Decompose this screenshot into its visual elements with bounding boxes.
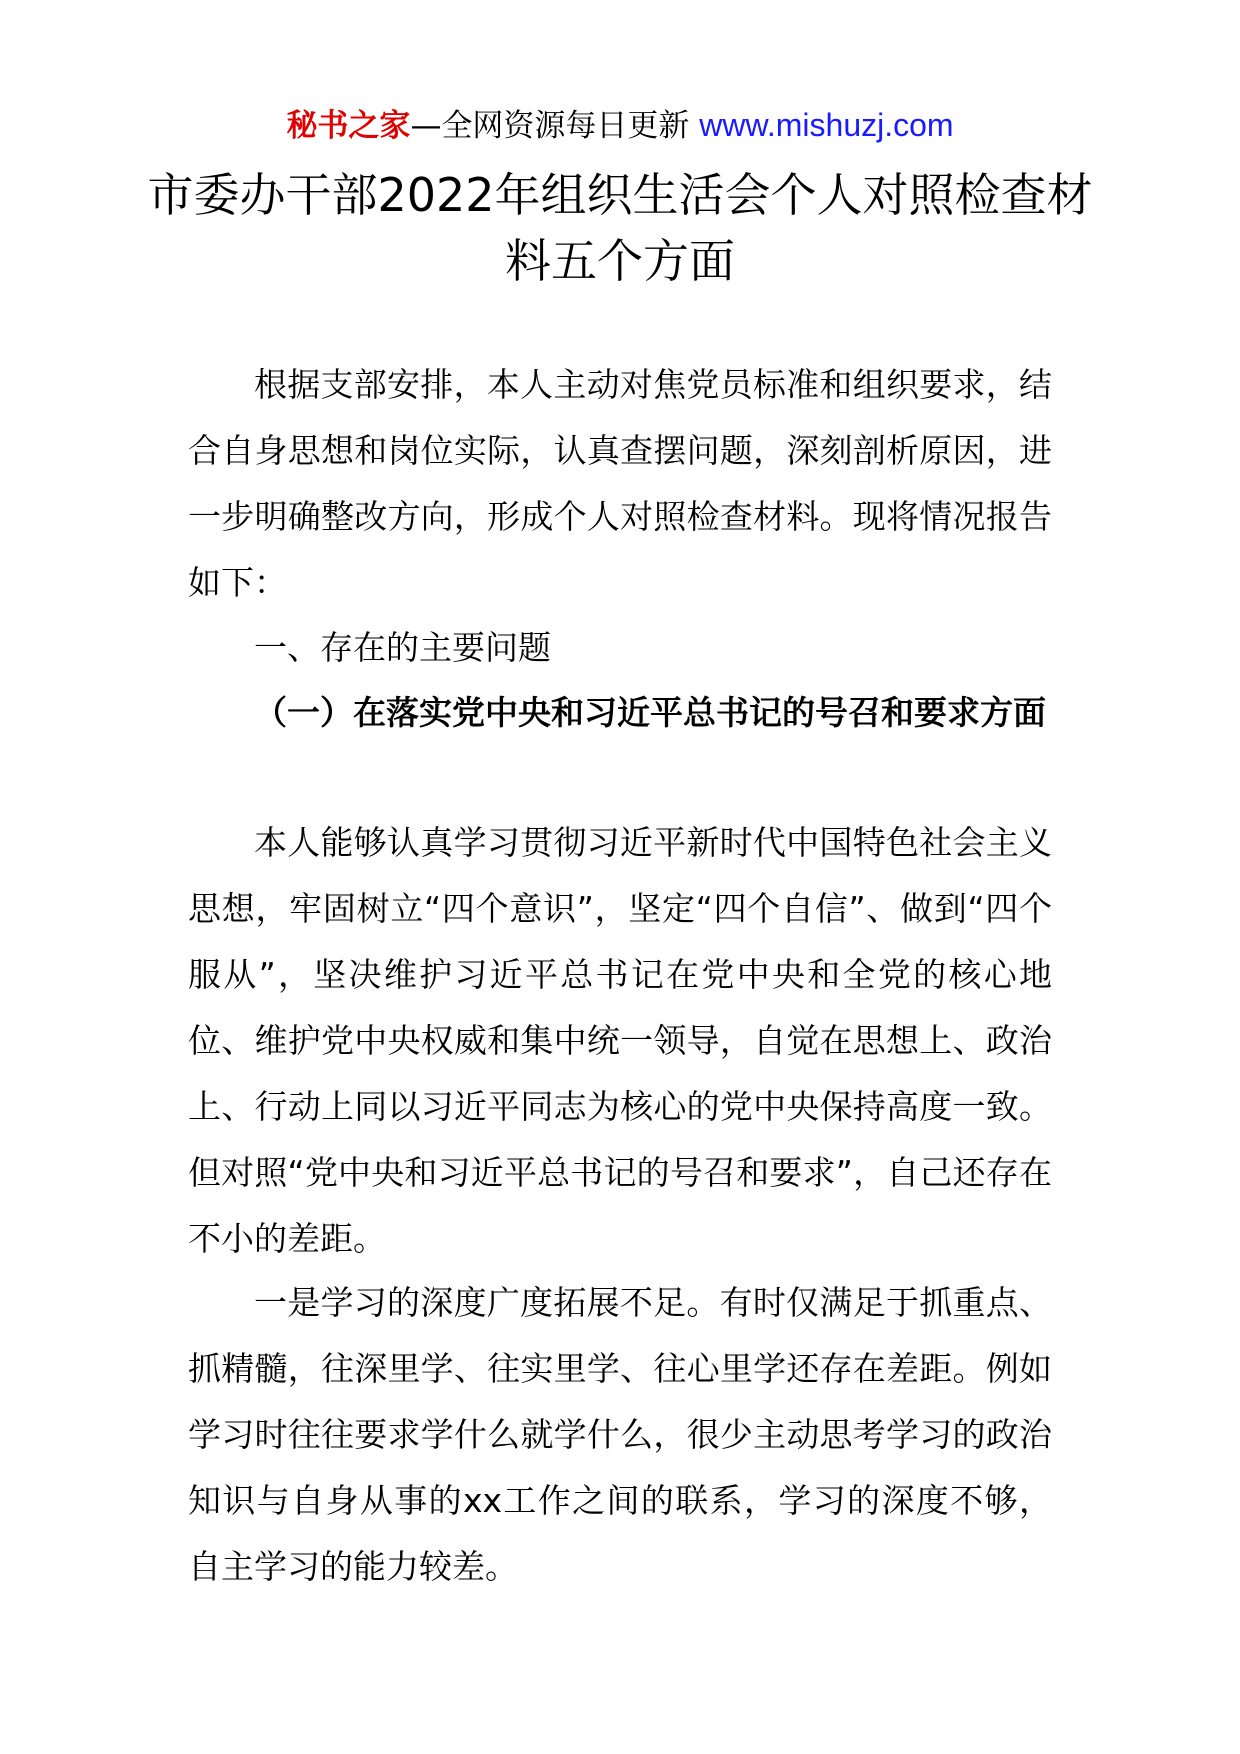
header-tagline: —全网资源每日更新 bbox=[410, 108, 700, 144]
section-heading-text: 一、存在的主要问题 bbox=[254, 628, 551, 667]
subsection-heading bbox=[188, 680, 1052, 746]
brand-name: 秘书之家 bbox=[286, 108, 411, 144]
body-paragraph-2 bbox=[188, 1270, 1052, 1600]
paragraph-text: 根据支部安排，本人主动对焦党员标准和组织要求，结合自身思想和岗位实际，认真查摆问题，深刻剖析原因，进一步明确整改方向，形成个人对照检查材料。现将情况报告如下： bbox=[188, 365, 1052, 602]
site-url[interactable]: www.mishuzj.com bbox=[699, 107, 954, 143]
site-header bbox=[0, 103, 1240, 148]
document-title: 市委办干部2022年组织生活会个人对照检查材料五个方面 bbox=[147, 168, 1093, 288]
subsection-heading-text: （一）在落实党中央和习近平总书记的号召和要求方面 bbox=[254, 693, 1046, 732]
body-paragraph-1 bbox=[188, 810, 1052, 1272]
paragraph-text: 一是学习的深度广度拓展不足。有时仅满足于抓重点、抓精髓，往深里学、往实里学、往心里学还存在差距。例如学习时往往要求学什么就学什么，很少主动思考学习的政治知识与自身从事的xx工作之间的联系，学习的深度不够，自主学习的能力较差。 bbox=[188, 1283, 1052, 1586]
intro-paragraph bbox=[188, 352, 1052, 616]
section-heading bbox=[188, 615, 1052, 681]
paragraph-text: 本人能够认真学习贯彻习近平新时代中国特色社会主义思想，牢固树立“四个意识”，坚定“四个自信”、做到“四个服从”，坚决维护习近平总书记在党中央和全党的核心地位、维护党中央权威和集中统一领导，自觉在思想上、政治上、行动上同以习近平同志为核心的党中央保持高度一致。但对照“党中央和习近平总书记的号召和要求”，自己还存在不小的差距。 bbox=[188, 823, 1052, 1258]
